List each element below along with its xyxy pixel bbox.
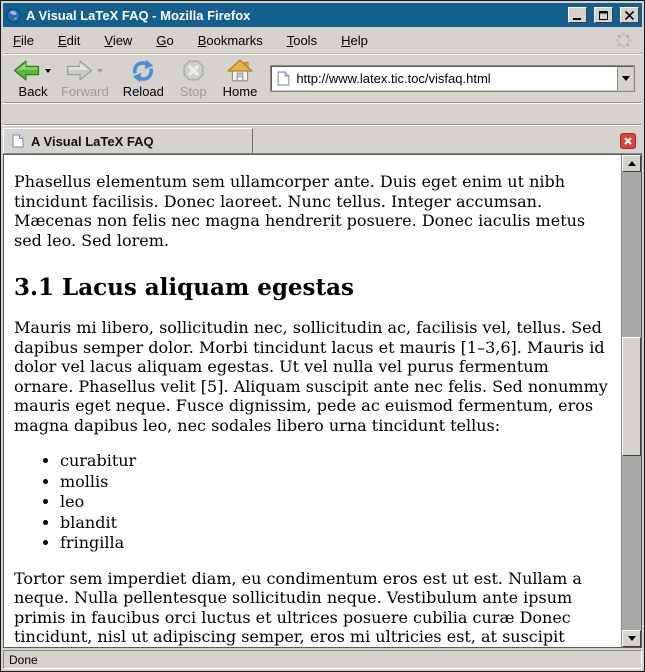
address-input[interactable]: [290, 71, 617, 86]
tab-bar-spacer: [253, 128, 620, 153]
list-item: • blandit: [60, 513, 609, 533]
section-heading: 3.1 Lacus aliquam egestas: [14, 274, 354, 302]
scroll-down-button[interactable]: [622, 630, 641, 647]
back-button[interactable]: [11, 58, 55, 100]
home-icon: [227, 59, 253, 83]
stop-icon: [182, 59, 205, 82]
forward-button[interactable]: [59, 58, 111, 100]
list-item: • fringilla: [60, 533, 609, 553]
close-button[interactable]: [620, 7, 639, 23]
stop-button[interactable]: [178, 58, 209, 100]
firefox-globe-icon: [6, 8, 21, 23]
forward-arrow-icon: [65, 59, 93, 82]
paragraph-2: Mauris mi libero, sollicitudin nec, sollicitudin ac, facilisis vel, tellus. Sed dapibus semper dolor. Morbi tincidunt lacus et mauris [1–3,6]. Mauris id dolor vel lacus aliquam egestas. Ut vel nulla vel purus fermentum ornare. Phasellus velit [5]. Aliquam suscipit ante nec felis. Sed nonummy mauris eget neque. Fusce dignissim, pede ac euismod fermentum, eros magna dapibus leo, nec sodales libero urna tincidunt tellus:: [14, 318, 608, 435]
tab-a-visual-latex-faq[interactable]: [3, 128, 253, 153]
address-bar[interactable]: [271, 66, 634, 91]
status-text: Done: [9, 652, 38, 667]
throbber-icon: [615, 32, 632, 49]
tab-page-icon: [12, 134, 24, 148]
scroll-up-button[interactable]: [622, 155, 641, 172]
reload-label: Reload: [122, 83, 164, 99]
home-label: Home: [222, 83, 258, 99]
status-bar: [3, 650, 642, 669]
reload-icon: [131, 59, 155, 83]
menu-item-bookmarks[interactable]: Bookmarks: [197, 32, 263, 48]
title-bar[interactable]: [3, 3, 642, 27]
menu-item-tools[interactable]: Tools: [286, 32, 318, 48]
home-button[interactable]: [221, 58, 260, 100]
chevron-down-icon: [622, 76, 630, 81]
paragraph-3: Tortor sem imperdiet diam, eu condimentum eros est ut est. Nullam a neque. Nulla pellentesque sollicitudin neque. Vestibulum ante ipsum primis in faucibus orci luctus et ultrices posuere cubilia curæ Donec tincidunt, nisl ut adipiscing semper, eros mi ultricies est, at suscipit: [14, 568, 582, 647]
list-item: • leo: [60, 492, 609, 512]
list-item: • mollis: [60, 472, 609, 492]
arrow-up-icon: [628, 161, 636, 166]
stop-label: Stop: [179, 83, 207, 99]
list-item: • curabitur: [60, 451, 609, 471]
tab-bar: [3, 125, 642, 154]
back-dropdown-icon[interactable]: [45, 69, 51, 73]
tab-label: A Visual LaTeX FAQ: [31, 133, 154, 149]
bullet-list: [14, 451, 609, 553]
forward-label: Forward: [61, 83, 109, 99]
tab-close-button[interactable]: [620, 133, 636, 149]
address-dropdown-button[interactable]: [617, 67, 633, 90]
window-title: A Visual LaTeX FAQ - Mozilla Firefox: [26, 7, 251, 23]
content-area: [3, 154, 642, 648]
menu-item-view[interactable]: View: [104, 32, 133, 48]
navigation-toolbar: [3, 54, 642, 103]
maximize-button[interactable]: [594, 7, 613, 23]
web-page: [4, 155, 621, 647]
minimize-button[interactable]: [568, 7, 587, 23]
scrollbar-thumb[interactable]: [622, 337, 641, 456]
vertical-scrollbar[interactable]: [621, 155, 641, 647]
menu-bar: [3, 27, 642, 54]
arrow-down-icon: [628, 636, 636, 641]
menu-item-edit[interactable]: Edit: [57, 32, 81, 48]
forward-dropdown-icon[interactable]: [97, 69, 103, 73]
menu-bar-items: [13, 33, 368, 48]
back-label: Back: [18, 83, 48, 99]
back-arrow-icon: [13, 59, 41, 82]
page-icon: [277, 71, 290, 86]
scrollbar-track[interactable]: [622, 172, 641, 630]
reload-button[interactable]: [121, 58, 166, 100]
bookmarks-bar: [3, 103, 642, 125]
menu-item-file[interactable]: File: [13, 32, 34, 48]
paragraph-1: Phasellus elementum sem ullamcorper ante. Duis eget enim ut nibh tincidunt facilisis. Donec laoreet. Nunc tellus. Integer accumsan. Mæcenas non felis nec magna hendrerit posuere. Donec iaculis metus sed leo. Sed lorem.: [14, 172, 586, 250]
menu-item-go[interactable]: Go: [156, 32, 174, 48]
menu-item-help[interactable]: Help: [341, 32, 368, 48]
